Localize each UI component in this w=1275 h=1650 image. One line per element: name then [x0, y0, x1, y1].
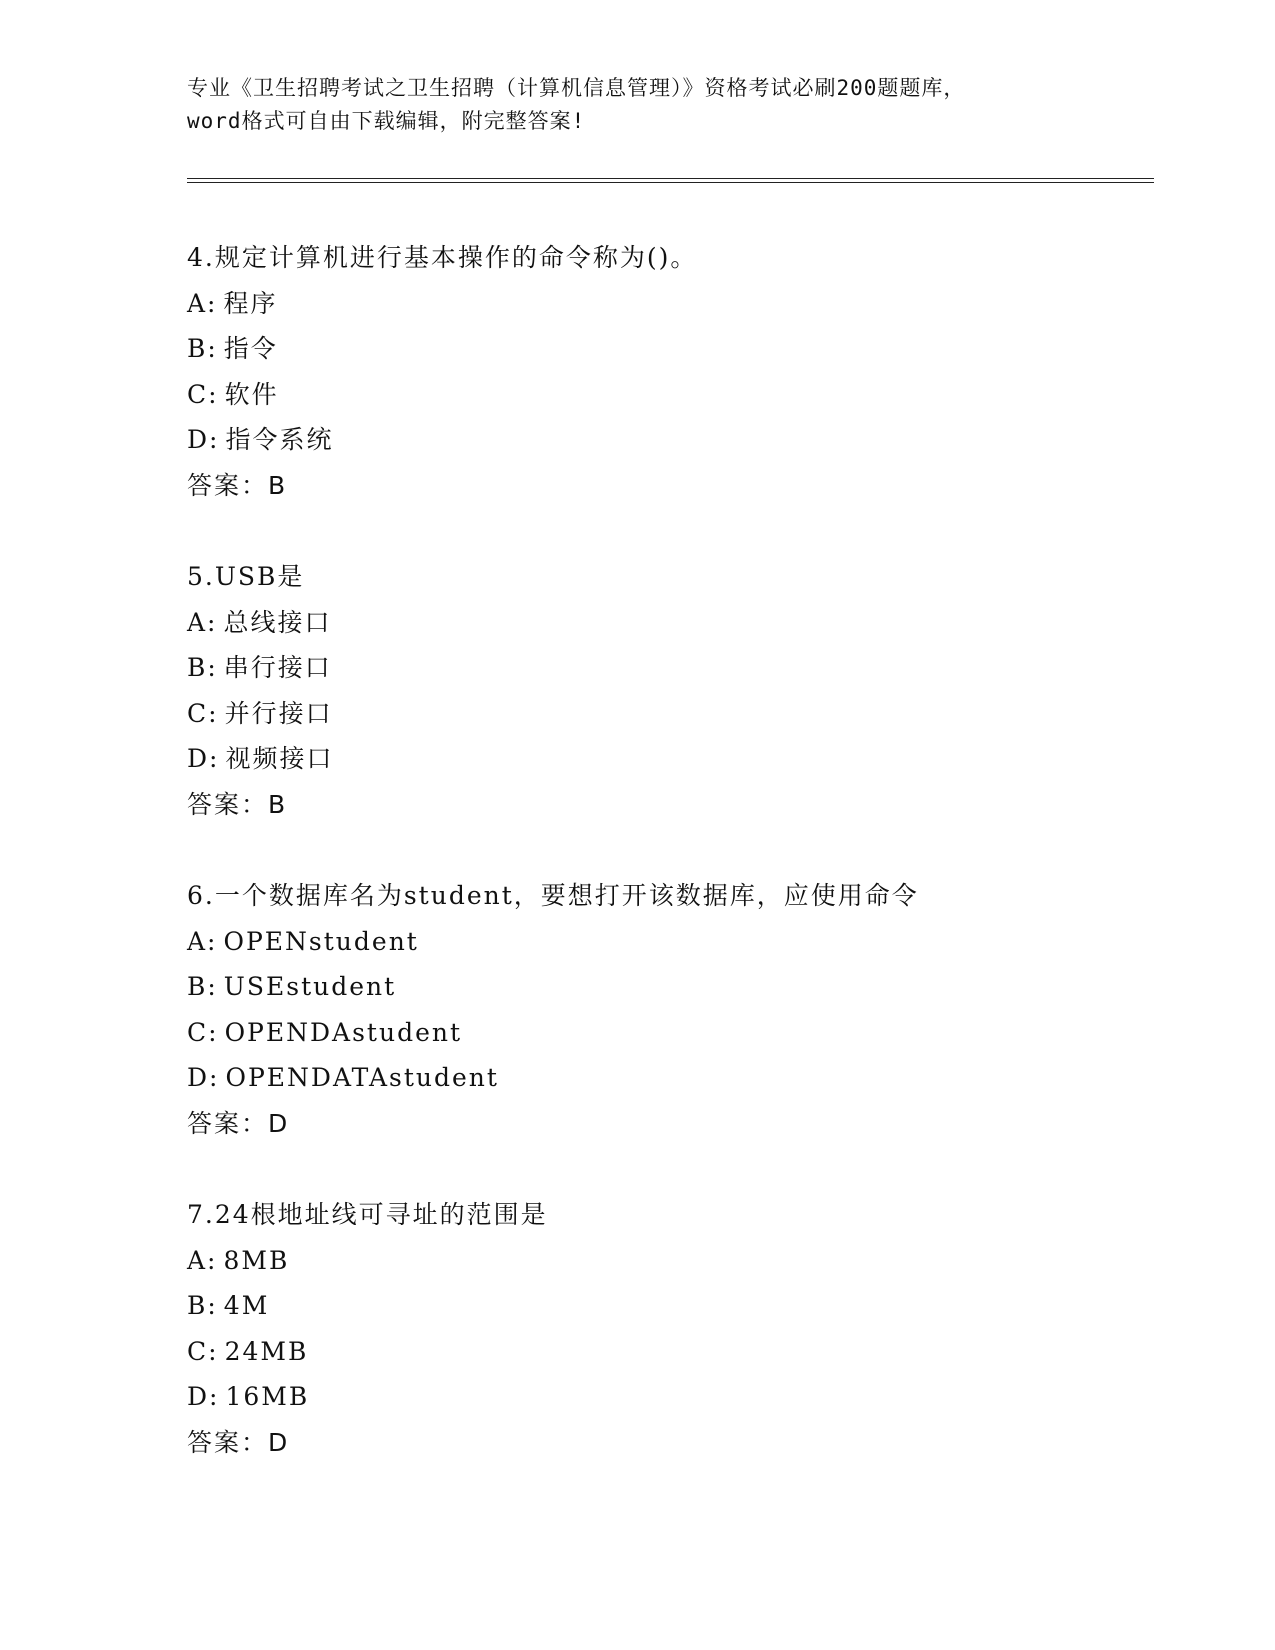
question-block: [187, 873, 1147, 1146]
option-d: [187, 736, 1147, 782]
option-text: 16MB: [225, 1382, 310, 1411]
document-header: [187, 72, 1087, 138]
option-letter: A:: [187, 1245, 218, 1275]
answer-line: 答案：D: [187, 1427, 290, 1457]
option-d: [187, 417, 1147, 463]
option-letter: B:: [187, 653, 218, 682]
option-c: [187, 1329, 1147, 1375]
option-text: 程序: [223, 288, 278, 318]
option-text: 视频接口: [225, 744, 334, 773]
option-letter: C:: [187, 698, 219, 728]
option-b: [187, 964, 1147, 1010]
option-c: [187, 1010, 1147, 1056]
option-letter: D:: [187, 1382, 220, 1411]
answer-line: 答案：B: [187, 789, 288, 819]
option-text: OPENstudent: [223, 926, 419, 956]
option-letter: B:: [187, 334, 218, 363]
option-text: OPENDAstudent: [224, 1017, 463, 1047]
option-text: 指令系统: [225, 425, 334, 454]
question-block: [187, 235, 1147, 508]
option-b: [187, 326, 1147, 372]
header-divider-top: [187, 178, 1154, 179]
option-letter: A:: [187, 607, 218, 637]
option-text: 24MB: [224, 1336, 309, 1366]
option-text: 串行接口: [223, 653, 332, 682]
option-letter: D:: [187, 425, 220, 454]
header-divider-bottom: [187, 182, 1154, 183]
option-letter: D:: [187, 744, 220, 773]
option-a: [187, 600, 1147, 646]
option-text: USEstudent: [223, 972, 397, 1001]
option-text: 软件: [224, 379, 279, 409]
option-text: 4M: [223, 1291, 270, 1320]
option-b: [187, 1283, 1147, 1329]
option-text: OPENDATAstudent: [225, 1063, 499, 1092]
option-a: [187, 919, 1147, 965]
option-letter: B:: [187, 972, 218, 1001]
option-letter: C:: [187, 379, 219, 409]
option-a: [187, 281, 1147, 327]
header-line-2: word格式可自由下载编辑，附完整答案!: [187, 109, 586, 133]
option-text: 总线接口: [223, 607, 332, 637]
option-letter: D:: [187, 1063, 220, 1092]
option-letter: A:: [187, 926, 218, 956]
answer-line: 答案：D: [187, 1108, 290, 1138]
question-stem: 4.规定计算机进行基本操作的命令称为()。: [187, 243, 698, 272]
question-block: [187, 554, 1147, 827]
question-stem: 7.24根地址线可寻址的范围是: [187, 1200, 548, 1229]
question-stem: 5.USB是: [187, 562, 305, 591]
option-letter: C:: [187, 1017, 219, 1047]
option-c: [187, 372, 1147, 418]
option-d: [187, 1374, 1147, 1420]
question-stem: 6.一个数据库名为student，要想打开该数据库，应使用命令: [187, 881, 919, 910]
option-letter: A:: [187, 288, 218, 318]
option-b: [187, 645, 1147, 691]
question-block: [187, 1192, 1147, 1465]
option-text: 并行接口: [224, 698, 333, 728]
option-a: [187, 1238, 1147, 1284]
option-c: [187, 691, 1147, 737]
answer-line: 答案：B: [187, 470, 288, 500]
option-d: [187, 1055, 1147, 1101]
option-letter: C:: [187, 1336, 219, 1366]
option-letter: B:: [187, 1291, 218, 1320]
option-text: 指令: [223, 334, 278, 363]
option-text: 8MB: [223, 1245, 290, 1275]
header-line-1: 专业《卫生招聘考试之卫生招聘（计算机信息管理）》资格考试必刷200题题库，: [187, 76, 966, 100]
